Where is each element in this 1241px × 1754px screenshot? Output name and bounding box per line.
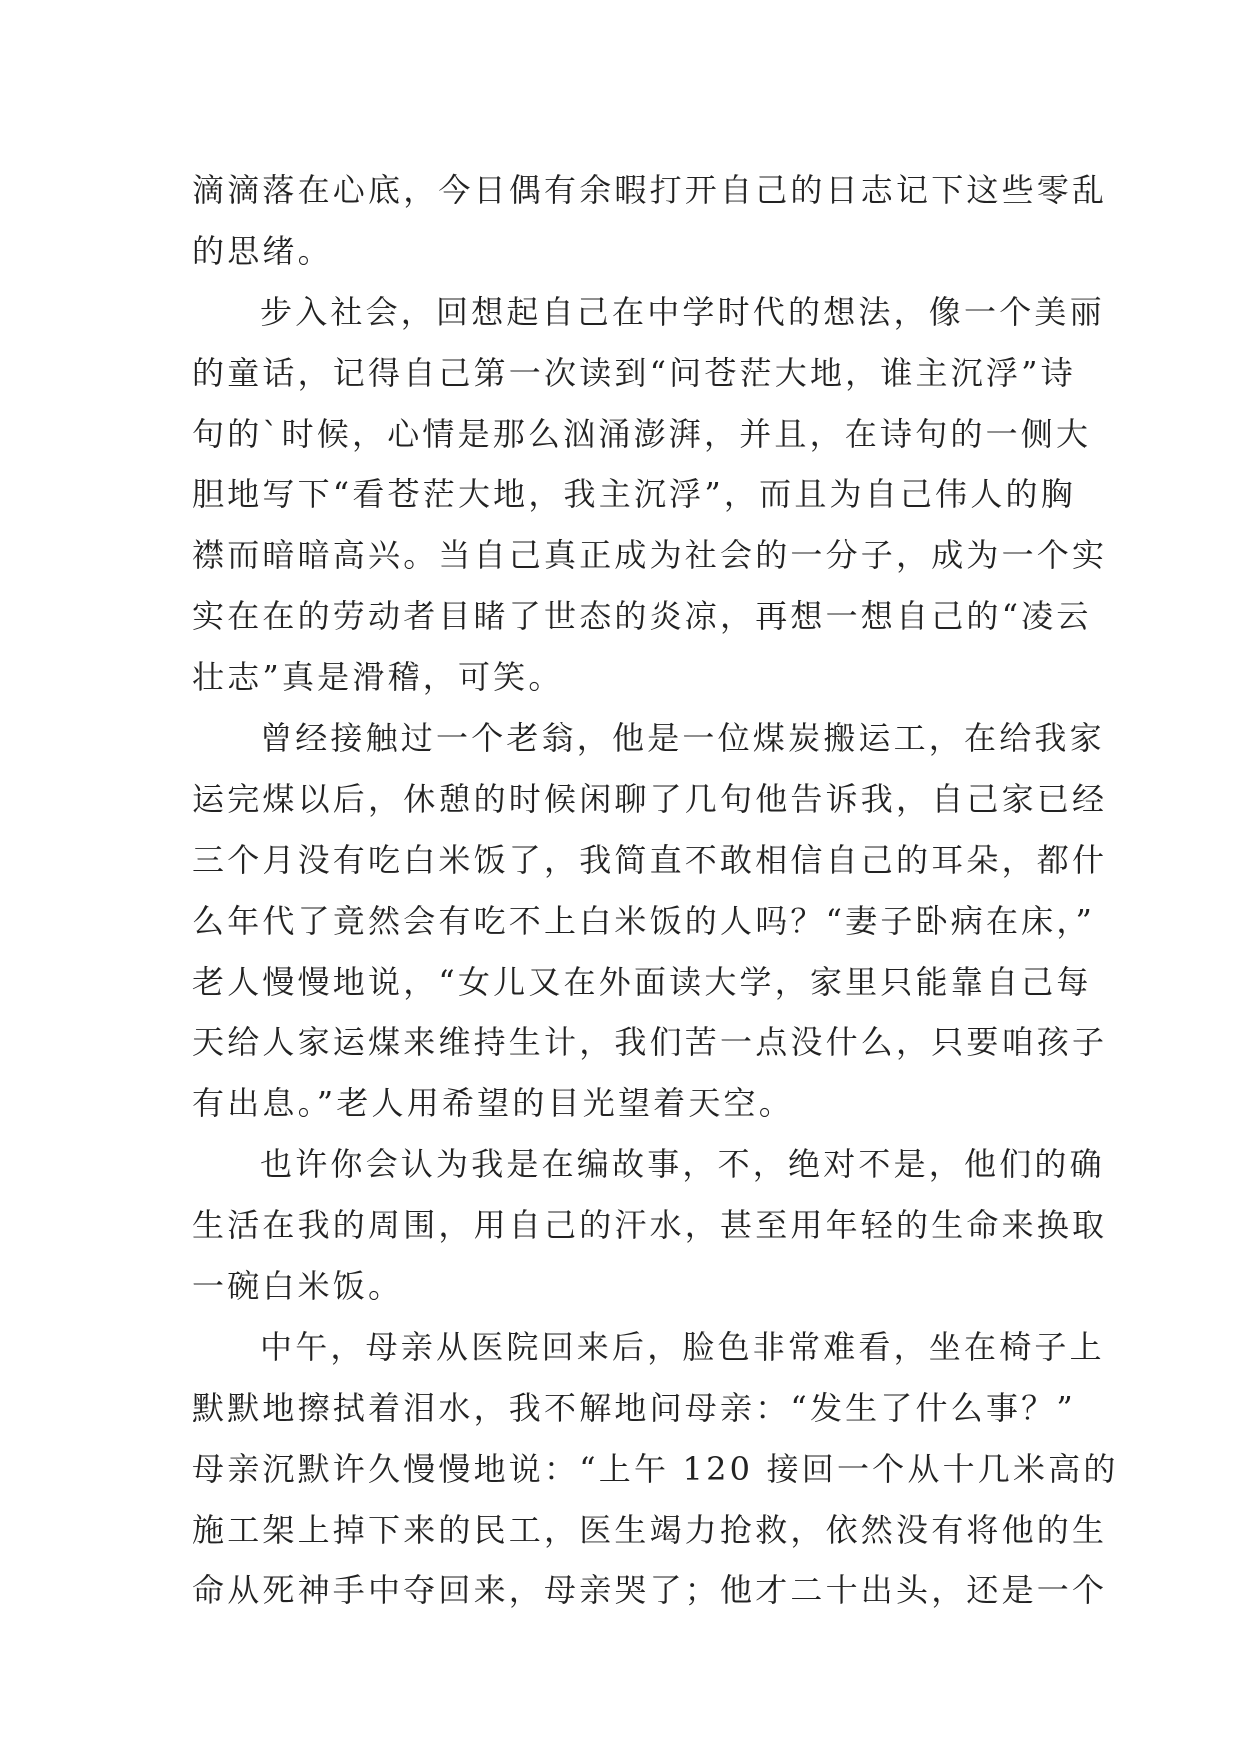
text-line: 么年代了竟然会有吃不上白米饭的人吗？“妻子卧病在床，” [192, 901, 1096, 940]
text-line: 运完煤以后，休憩的时候闲聊了几句他告诉我，自己家已经 [192, 779, 1108, 818]
text-line: 滴滴落在心底，今日偶有余暇打开自己的日志记下这些零乱 [192, 171, 1108, 209]
paragraph-start-line: 曾经接触过一个老翁，他是一位煤炭搬运工，在给我家 [260, 719, 1105, 758]
text-line: 胆地写下“看苍茫大地，我主沉浮”，而且为自己伟人的胸 [192, 475, 1076, 514]
text-line: 命从死神手中夺回来，母亲哭了；他才二十出头，还是一个 [192, 1571, 1108, 1610]
paragraph-start-line: 也许你会认为我是在编故事，不，绝对不是，他们的确 [260, 1145, 1105, 1184]
text-line: 一碗白米饭。 [192, 1267, 404, 1306]
text-line: 句的`时候，心情是那么汹涌澎湃，并且，在诗句的一侧大 [192, 414, 1092, 453]
text-line: 默默地擦拭着泪水，我不解地问母亲：“发生了什么事？” [192, 1388, 1076, 1427]
text-line: 母亲沉默许久慢慢地说：“上午 120 接回一个从十几米高的 [192, 1449, 1119, 1488]
text-line: 有出息。”老人用希望的目光望着天空。 [192, 1084, 794, 1123]
text-line: 施工架上掉下来的民工，医生竭力抢救，依然没有将他的生 [192, 1510, 1108, 1549]
text-line: 生活在我的周围，用自己的汗水，甚至用年轻的生命来换取 [192, 1206, 1108, 1245]
text-line: 的童话，记得自己第一次读到“问苍茫大地，谁主沉浮”诗 [192, 353, 1076, 392]
document-body-text [192, 160, 1119, 1621]
text-line: 三个月没有吃白米饭了，我简直不敢相信自己的耳朵，都什 [192, 840, 1108, 879]
text-line: 实在在的劳动者目睹了世态的炎凉，再想一想自己的“凌云 [192, 597, 1092, 636]
text-line: 老人慢慢地说，“女儿又在外面读大学，家里只能靠自己每 [192, 962, 1092, 1001]
text-line: 的思绪。 [192, 231, 333, 270]
text-line: 天给人家运煤来维持生计，我们苦一点没什么，只要咱孩子 [192, 1023, 1108, 1062]
text-line: 襟而暗暗高兴。当自己真正成为社会的一分子，成为一个实 [192, 536, 1108, 575]
paragraph-start-line: 中午，母亲从医院回来后，脸色非常难看，坐在椅子上 [260, 1327, 1105, 1366]
text-line: 壮志”真是滑稽，可笑。 [192, 658, 564, 697]
paragraph-start-line: 步入社会，回想起自己在中学时代的想法，像一个美丽 [260, 292, 1105, 331]
